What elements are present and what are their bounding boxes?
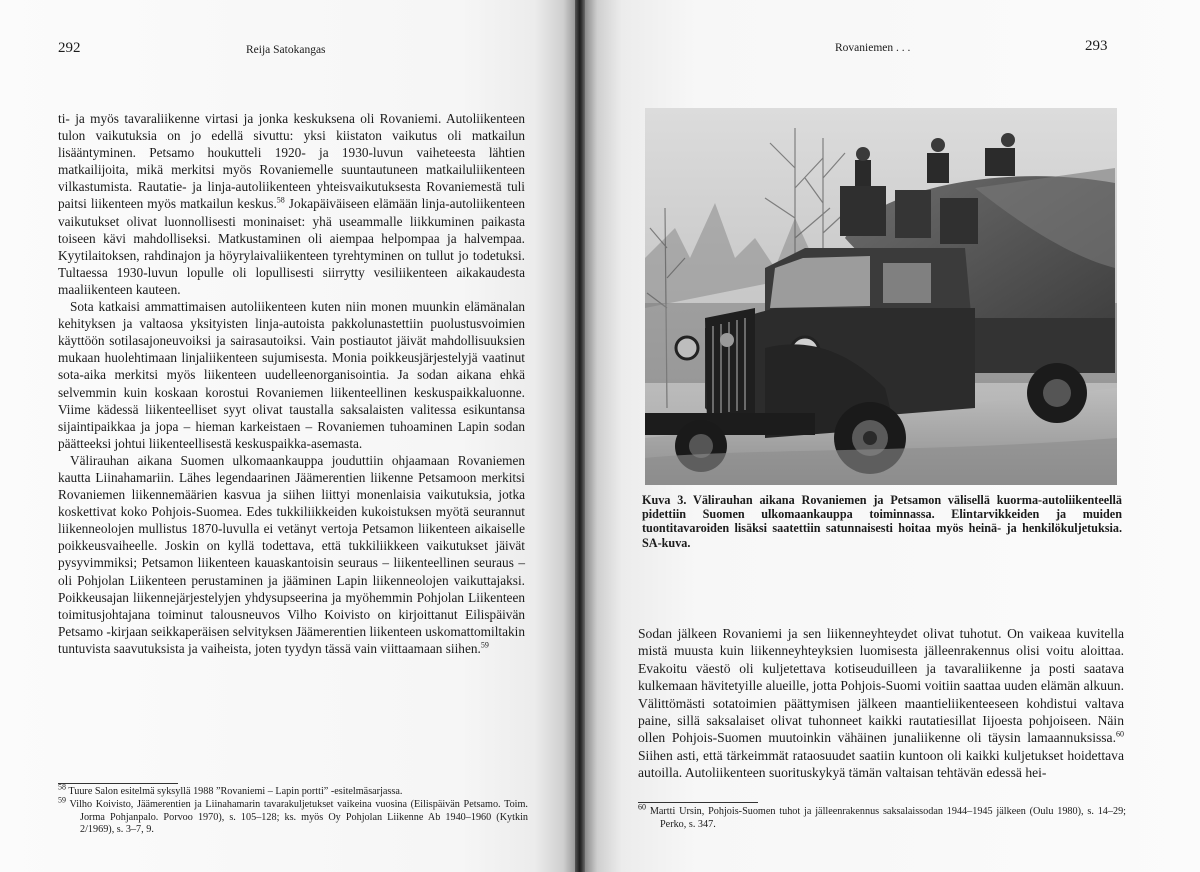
paragraph-2: Sota katkaisi ammattimaisen autoliikenteen kuten niin monen muunkin elämänalan kehityksen ja valtaosa yksityisten linja-autoista pakkolunastettiin puolustusvoimien käyttöön sotilasajoneuvoiksi ja sairasautoiksi. Vain postiautot jäivät mahdollisuuksien mukaan huolehtimaan linjaliikenteen sujumisesta. Monia poikkeusjärjestelyjä vaatinut sota-aika merkitsi myös liikenteen uudelleenorganisointia. Ja sodan aikana ehkä selvemmin kuin koskaan korostui Rovaniemen liikenteellinen keskuspaikkaluonne. Viime kädessä liikenteelliset syyt olivat taustalla saksalaisten valitessa esikuntansa sijaintipaikkaa ja jopa – hieman karkeistaen – Rovaniemen tuhoaminen Lapin sodan päätteeksi johtui liikenteellisestä keskuspaikka-asemasta.	[58, 299, 525, 451]
footnote-rule	[58, 783, 178, 784]
right-footnotes	[638, 802, 1127, 832]
left-footnotes	[58, 782, 528, 837]
truck-photo	[645, 108, 1117, 485]
paragraph-1: ti- ja myös tavaraliikenne virtasi ja jonka keskuksena oli Rovaniemi. Autoliikenteen tulon vaikutuksia on jo edellä sivuttu: yksi kiistaton vaikutus oli matkailun lisääntyminen. Petsamo houkutteli 1920- ja 1930-luvun vaiheteesta lähtien matkailijoita, mikä merkitsi myös Rovaniemelle suuntautuneen matkailuliikenteen vilkastumista. Rautatie- ja linja-autoliikenteen yhteisvaikutuksesta Rovaniemestä tuli paitsi liikenteen myös matkailun keskus.$^{58}$ Jokapäiväiseen elämään linja-autoliikenteen vaikutukset olivat luonnollisesti moninaiset: yhä useammalle liikkuminen paikasta toiseen kävi mahdolliseksi. Matkustaminen oli aiempaa helpompaa ja halvempaa. Kyytilaitoksen, rahdinajon ja höyrylaivaliikenteen tyrehtyminen on tullut jo todetuksi. Tultaessa 1930-luvun lopulle oli lopullisesti siirrytty vesiliikenteen aikakaudesta maaliikenteen kauteen.	[58, 111, 525, 297]
paragraph-3: Välirauhan aikana Suomen ulkomaankauppa jouduttiin ohjaamaan Rovaniemen kautta Liinahamariin. Lähes legendaarinen Jäämerentien liikenne Petsamoon merkitsi Rovaniemen liikennemäärien kasvua ja siihen liittyi monenlaisia vaikutuksia, jotka koskettivat koko Pohjois-Suomea. Edes tukkiliikkeiden kukoistuksen myötä seurannut liikenneolojen mullistus 1870-luvulla ei vetänyt vertoja Petsamon liikenteen aikaiselle poikkeusvaiheelle. Joskin on kyllä todettava, että tukkiliikkeen vaikutukset jäivät pysyvimmiksi; Petsamon liikenteen kauaskantoisin seuraus – liikenteellinen seuraus – oli Pohjolan Liikenteen perustaminen ja jääminen Lapin liikenneolojen vaikuttajaksi. Poikkeusajan liikennejärjestelyjen yhdysupseerina ja myöhemmin Pohjolan Liikenteen toimitusjohtajana toiminut talousneuvos Vilho Koivisto on kirjoittanut Eilispäivän Petsamo -kirjaan seikkaperäisen selvityksen Jäämerentien liikenteen uskomattomiltakin tuntuvista saavutuksista ja vaiheista, joten tyydyn tässä vain viittaamaan siihen.$^{59}$	[58, 452, 525, 656]
left-page	[0, 0, 575, 872]
right-body-text	[638, 625, 1124, 782]
running-head-author: Reija Satokangas	[246, 44, 326, 56]
footnote-ref-59: 59	[480, 640, 489, 650]
footnote-ref-58: 58	[276, 196, 285, 206]
footnote-rule-right	[638, 802, 758, 803]
footnote-59: $^{59}$ Vilho Koivisto, Jäämerentien ja Liinahamarin tavarakuljetukset vaikeina vuosina (Eilispäivän Petsamo. Toim. Jorma Pohjanpalo. Porvoo 1970), s. 105–128; ks. myös Oy Pohjolan Liikenne Ab 1940–1960 (Kytkin 2/1969), s. 3–7, 9.	[58, 795, 528, 836]
page-number-right: 293	[1085, 38, 1108, 54]
photo-caption: Kuva 3. Välirauhan aikana Rovaniemen ja Petsamon välisellä kuorma-autoliikenteellä pidettiin Suomen ulkomaankauppa toiminnassa. Elintarvikkeiden ja muiden tuontitavaroiden lisäksi saatettiin satunnaisesti hoitaa myös heinä- ja henkilökuljetuksia. SA-kuva.	[642, 493, 1122, 550]
footnote-ref-60: 60	[1116, 729, 1124, 739]
left-body-text	[58, 110, 525, 657]
page-number-left: 292	[58, 40, 81, 56]
book-gutter	[575, 0, 585, 872]
running-head-title: Rovaniemen . . .	[835, 42, 911, 54]
right-page	[585, 0, 1200, 872]
footnote-60: $^{60}$ Martti Ursin, Pohjois-Suomen tuhot ja jälleenrakennus saksalaissodan 1944–1945 jälkeen (Oulu 1980), s. 14–29; Perko, s. 347.	[638, 802, 1127, 830]
footnote-58: $^{58}$ Tuure Salon esitelmä syksyllä 1988 ”Rovaniemi – Lapin portti” -esitelmäsarjassa.	[58, 782, 403, 797]
paragraph-4: Sodan jälkeen Rovaniemi ja sen liikenneyhteydet olivat tuhotut. On vaikeaa kuvitella mistä muusta kuin liikenneyhteyksien luomisesta jälleenrakennus olisi voitu aloittaa. Evakoitu väestö oli kuljetettava kotiseuduilleen ja tavaraliikenne ja posti saatava kulkemaan hävitetyille alueille, jotta Pohjois-Suomi voitiin saattaa uuden elämän alkuun. Välittömästi sotatoimien päättymisen jälkeen maantieliikenteeseen kohdistui valtava paine, sillä saksalaiset olivat tuhonneet kaikki rautatiesillat Iijoesta pohjoiseen. Näin ollen Pohjois-Suomen muutoinkin vähäinen junaliikenne oli täysin lamaannuksissa.$^{60}$ Siihen asti, että tärkeimmät rataosuudet saatiin kuntoon oli kaikki kuljetukset hoidettava autoilla. Autoliikenteen suorituskykyä tämän valtaisan tehtävän edessä hei-	[638, 626, 1124, 781]
